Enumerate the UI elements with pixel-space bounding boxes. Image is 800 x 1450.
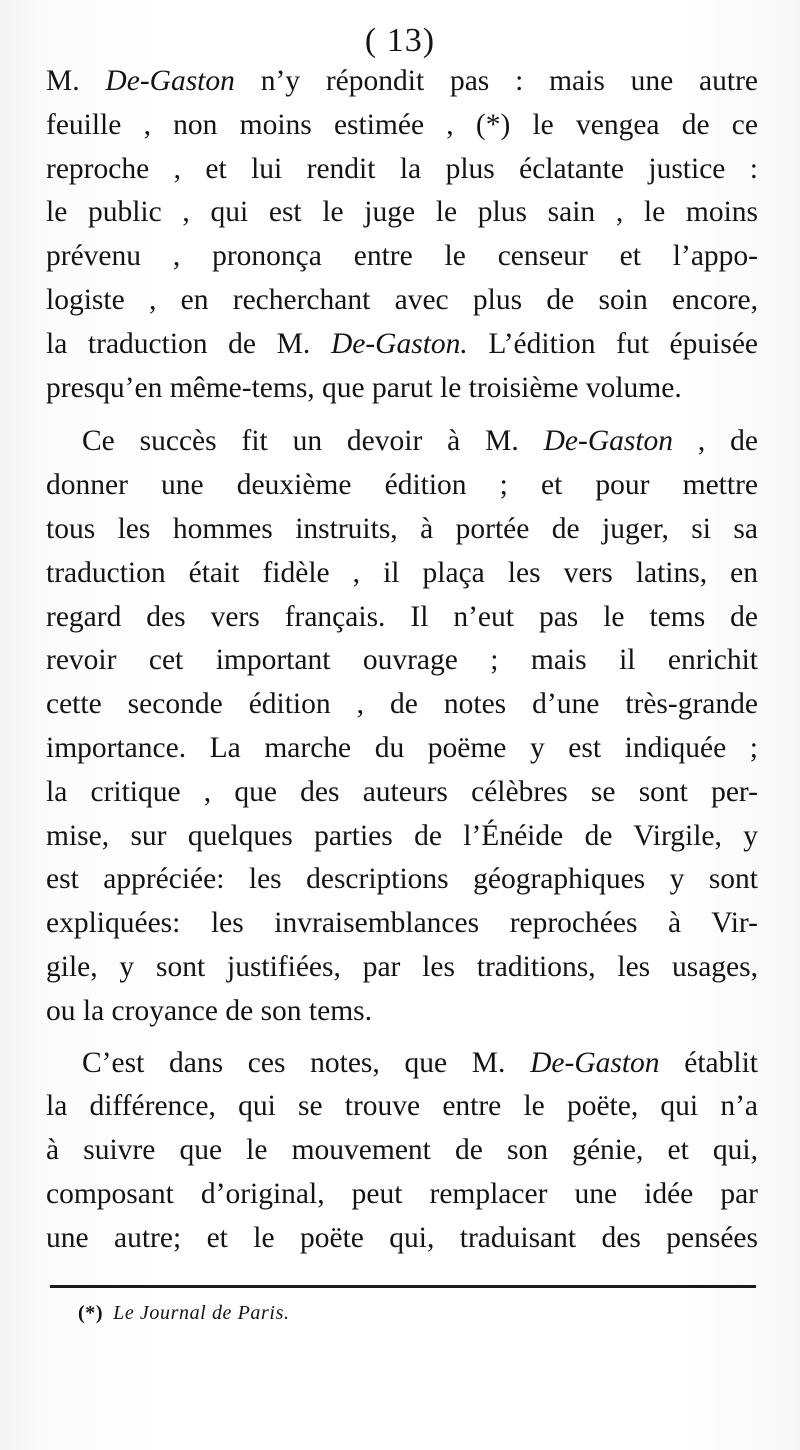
text-line: composant d’original, peut remplacer une idée par xyxy=(46,1177,758,1210)
paragraph-1 xyxy=(46,60,758,410)
footnote-mark: (*) xyxy=(78,1302,104,1324)
text-line: C’est dans ces notes, que M. De-Gaston établit xyxy=(82,1046,758,1079)
text-line: logiste , en recherchant avec plus de soin encore, xyxy=(46,283,758,316)
footnote-text: Le Journal de Paris. xyxy=(113,1302,290,1324)
text-line: presqu’en même-tems, que parut le troisième volume. xyxy=(46,371,682,404)
text-line: mise, sur quelques parties de l’Énéide de Virgile, y xyxy=(46,819,758,852)
text-line: prévenu , prononça entre le censeur et l’appo- xyxy=(46,240,758,273)
text-line: le public , qui est le juge le plus sain , le moins xyxy=(46,196,758,229)
text-line: regard des vers français. Il n’eut pas le tems de xyxy=(46,600,758,633)
text-line: la différence, qui se trouve entre le poëte, qui n’a xyxy=(46,1090,758,1123)
text-line: tous les hommes instruits, à portée de juger, si sa xyxy=(46,512,758,545)
text-line: la critique , que des auteurs célèbres se sont per- xyxy=(46,775,758,808)
text-line: reproche , et lui rendit la plus éclatante justice : xyxy=(46,152,758,185)
text-line: donner une deuxième édition ; et pour mettre xyxy=(46,469,758,502)
text-line: ou la croyance de son tems. xyxy=(46,994,373,1027)
text-line: à suivre que le mouvement de son génie, et qui, xyxy=(46,1134,758,1167)
text-line: importance. La marche du poëme y est indiquée ; xyxy=(46,731,758,764)
paragraph-2 xyxy=(46,420,758,1033)
page-number: ( 13) xyxy=(364,22,436,59)
text-line: est appréciée: les descriptions géographiques y sont xyxy=(46,863,758,896)
text-line: traduction était fidèle , il plaça les vers latins, en xyxy=(46,556,758,589)
text-line: revoir cet important ouvrage ; mais il enrichit xyxy=(46,644,758,677)
text-line: gile, y sont justifiées, par les traditions, les usages, xyxy=(46,950,758,983)
text-line: cette seconde édition , de notes d’une très-grande xyxy=(46,688,758,721)
text-line: M. De-Gaston n’y répondit pas : mais une autre xyxy=(46,65,758,97)
paragraph-3 xyxy=(46,1042,758,1261)
text-line: expliquées: les invraisemblances reprochées à Vir- xyxy=(46,907,758,940)
footnote-divider xyxy=(50,1285,756,1288)
text-line: feuille , non moins estimée , (*) le vengea de ce xyxy=(46,108,758,141)
text-line: une autre; et le poëte qui, traduisant des pensées xyxy=(46,1221,758,1254)
body-text xyxy=(46,60,758,1261)
text-line: Ce succès fit un devoir à M. De-Gaston , de xyxy=(82,425,758,458)
footnote xyxy=(78,1302,290,1325)
text-line: la traduction de M. De-Gaston. L’édition fut épuisée xyxy=(46,327,759,360)
